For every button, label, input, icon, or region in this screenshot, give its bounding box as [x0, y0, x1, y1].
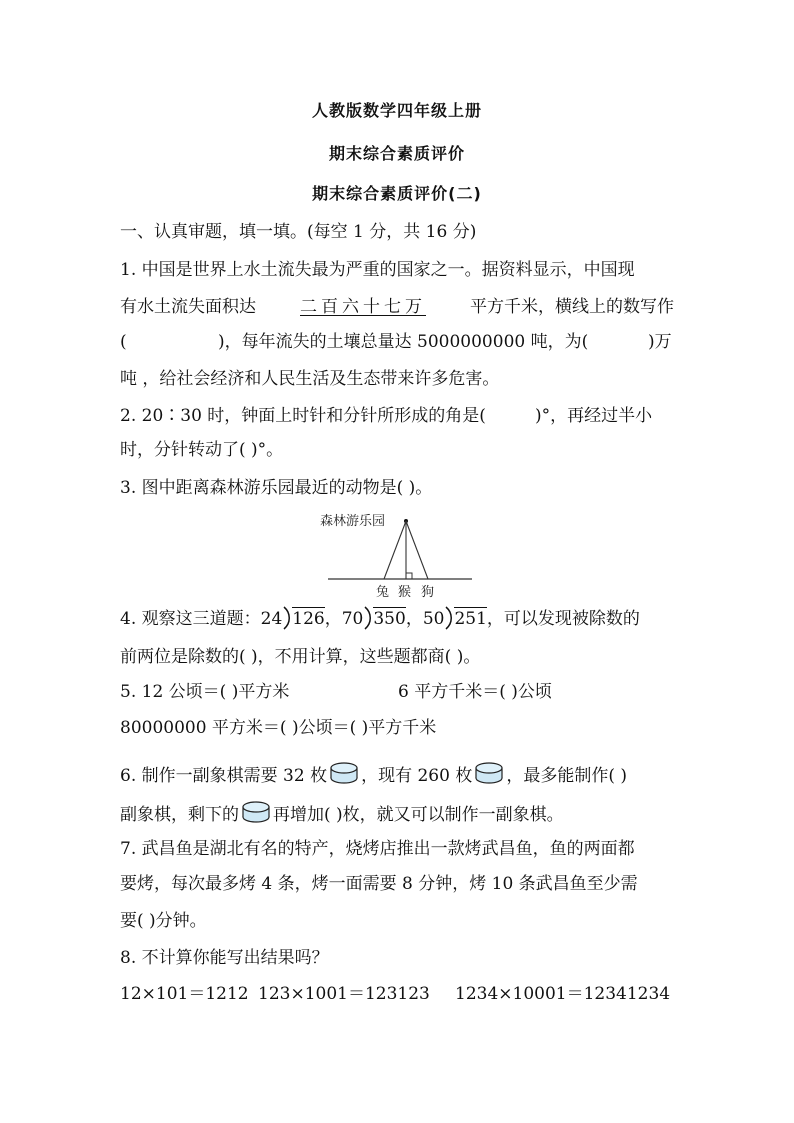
book-title: 人教版数学四年级上册 [311, 101, 482, 120]
park-label: 森林游乐园 [320, 514, 386, 529]
q1-line1: 1. 中国是世界上水土流失最为严重的国家之一。据资料显示，中国现 [120, 260, 635, 280]
q4-suffix: ，可以发现被除数的 [486, 609, 640, 629]
dividend-3: 251 [454, 609, 487, 629]
long-division-3 [423, 609, 487, 629]
line-to-dog [406, 521, 428, 579]
q1-underlined-number: 二百六十七万 [300, 297, 426, 317]
q3-line1: 3. 图中距离森林游乐园最近的动物是( )。 [120, 478, 433, 498]
q3-diagram [320, 510, 480, 602]
q1-line3-mid: )，每年流失的土壤总量达 5000000000 吨，为( [218, 332, 589, 352]
q5-line1-a: 5. 12 公顷＝( )平方米 [120, 682, 290, 702]
q7-line1: 7. 武昌鱼是湖北有名的特产，烧烤店推出一款烤武昌鱼，鱼的两面都 [120, 839, 635, 859]
q3-figure [320, 510, 480, 602]
q4-line2: 前两位是除数的( )，不用计算，这些题都商( )。 [120, 647, 481, 667]
animal-dog: 狗 [421, 585, 435, 600]
q4-line1: 4. 观察这三道题：24 126，70 350，50 251，可以发现被除数的 [120, 609, 640, 629]
q1-line3-end: )万 [648, 332, 672, 352]
right-angle-mark [406, 573, 412, 579]
line-to-rabbit [384, 521, 406, 579]
q1-line2-a: 有水土流失面积达 [120, 297, 256, 317]
q8-eq2: 123×1001＝123123 [258, 984, 430, 1004]
q1-line2 [120, 299, 674, 316]
q6-line1-b: ，现有 260 枚 [361, 766, 473, 786]
section-heading: 一、认真审题，填一填。(每空 1 分，共 16 分) [120, 222, 477, 242]
animal-monkey: 猴 [398, 585, 412, 600]
animal-rabbit: 兔 [376, 585, 390, 600]
chess-piece-icon [241, 800, 271, 824]
q2-line1-a: 2. 20∶30 时，钟面上时针和分针所形成的角是( [120, 406, 486, 426]
q7-line3: 要( )分钟。 [120, 911, 207, 931]
chess-piece-icon [474, 761, 504, 785]
exam-subtitle: 期末综合素质评价(二) [312, 184, 482, 203]
divisor-2: 70 [341, 609, 364, 629]
dividend-1: 126 [292, 609, 325, 629]
q2-line1-b: )°，再经过半小 [535, 406, 653, 426]
q8-eq3: 1234×10001＝12341234 [455, 984, 671, 1004]
q1-line4: 吨 ，给社会经济和人民生活及生态带来许多危害。 [120, 369, 500, 389]
long-division-1 [261, 609, 325, 629]
q1-line2-b: 平方千米，横线上的数写作 [470, 297, 674, 317]
q6-line1-a: 6. 制作一副象棋需要 32 枚 [120, 766, 328, 786]
q6-line1 [120, 761, 627, 785]
q8-eq1: 12×101＝1212 [120, 984, 249, 1004]
dividend-2: 350 [373, 609, 406, 629]
q5-line2: 80000000 平方米＝( )公顷＝( )平方千米 [120, 718, 437, 738]
exam-title: 期末综合素质评价 [328, 144, 465, 163]
q6-line2-b: 再增加( )枚，就又可以制作一副象棋。 [273, 805, 564, 825]
q6-line2-a: 副象棋，剩下的 [120, 805, 239, 825]
q5-line1-b: 6 平方千米＝( )公顷 [398, 682, 552, 702]
divisor-1: 24 [260, 609, 283, 629]
q4-prefix: 4. 观察这三道题： [120, 609, 261, 629]
long-division-2 [342, 609, 406, 629]
q2-line2: 时，分针转动了( )°。 [120, 440, 284, 460]
q8-line1: 8. 不计算你能写出结果吗？ [120, 948, 329, 968]
chess-piece-icon [329, 761, 359, 785]
q6-line1-c: ，最多能制作( ) [506, 766, 628, 786]
divisor-3: 50 [422, 609, 445, 629]
q7-line2: 要烤，每次最多烤 4 条，烤一面需要 8 分钟，烤 10 条武昌鱼至少需 [120, 874, 638, 894]
q6-line2 [120, 800, 564, 824]
q1-blank-open: ( [120, 332, 127, 352]
